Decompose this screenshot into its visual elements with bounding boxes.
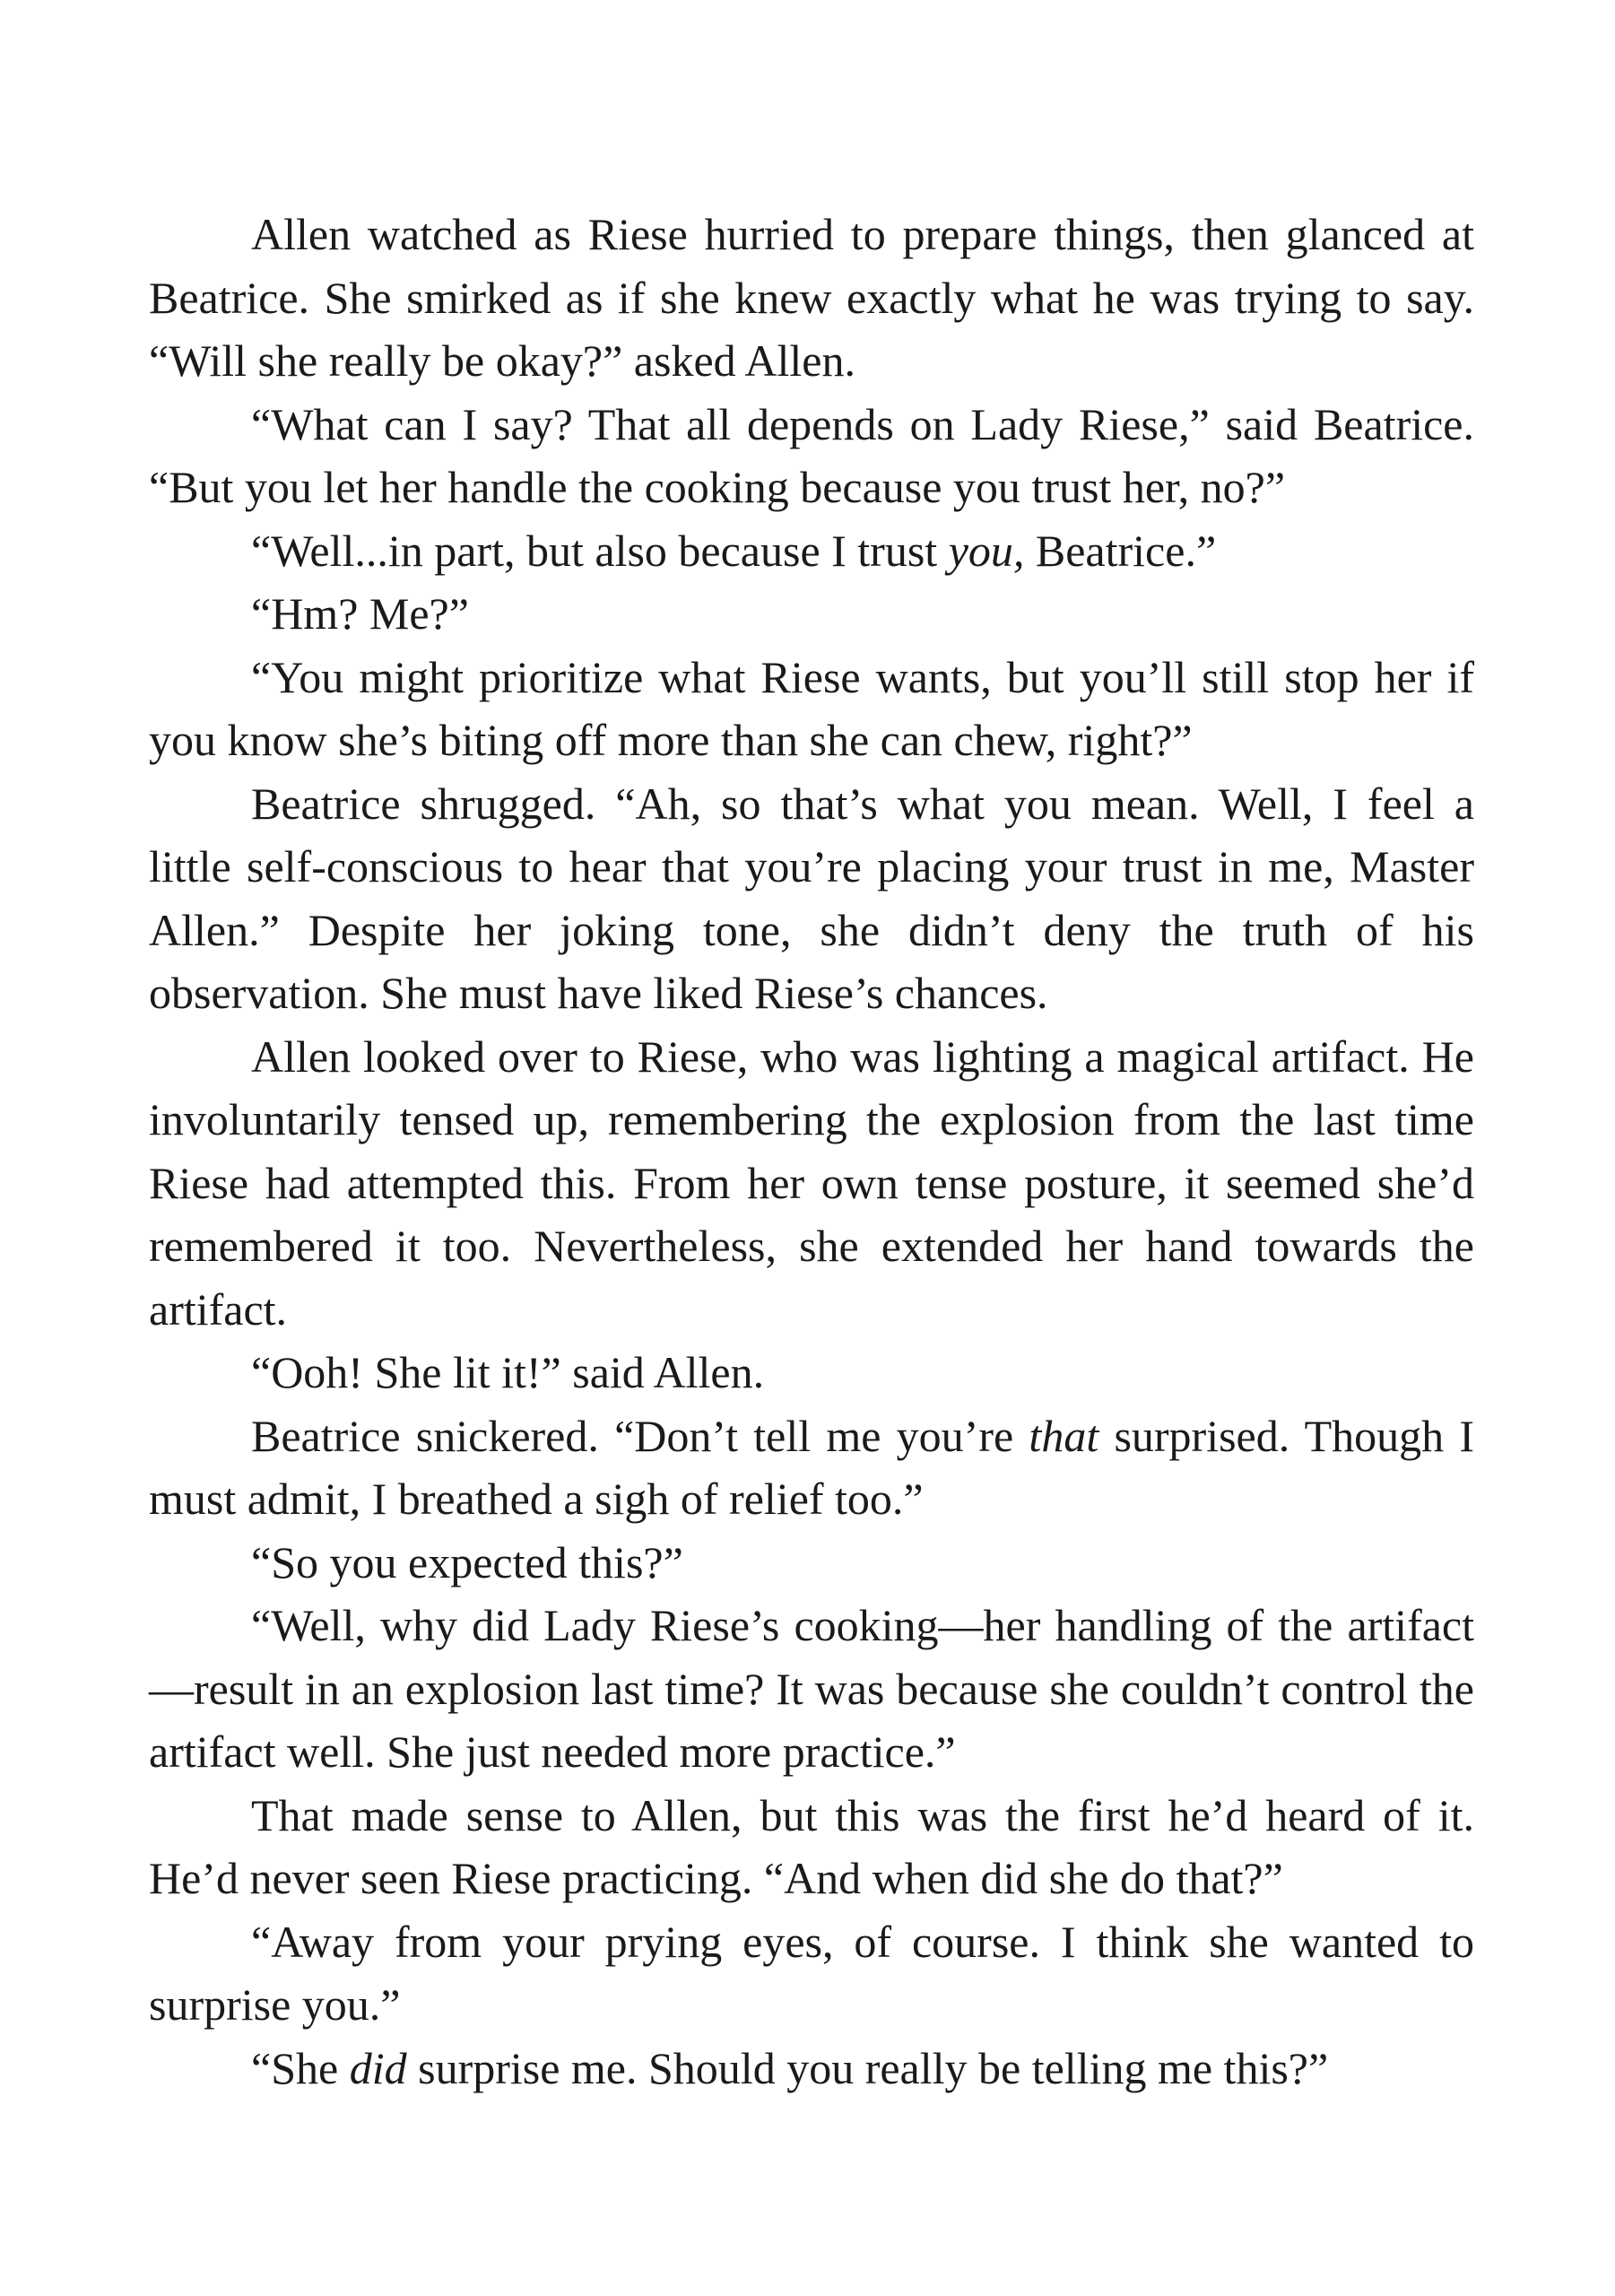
- paragraph: [149, 1594, 1474, 1784]
- paragraph-text: “Hm? Me?”: [251, 588, 469, 639]
- paragraph: [149, 1910, 1474, 2037]
- paragraph: [149, 519, 1474, 583]
- paragraph: [149, 582, 1474, 646]
- paragraph-text: Allen looked over to Riese, who was lighting a magical artifact. He involuntarily tensed up, remembering the explosion from the last time Riese had attempted this. From her own tense posture, it seemed she’d remembered it too. Nevertheless, she extended her hand towards the artifact.: [149, 1031, 1474, 1335]
- paragraph-text: “You might prioritize what Riese wants, but you’ll still stop her if you know she’s biting off more than she can chew, right?”: [149, 651, 1474, 765]
- paragraph-text: “Away from your prying eyes, of course. I think she wanted to surprise you.”: [149, 1916, 1474, 2030]
- paragraph-text: Beatrice.”: [1024, 525, 1217, 576]
- paragraph: [149, 2037, 1474, 2100]
- paragraph: [149, 1341, 1474, 1405]
- emphasis-text: did: [349, 2042, 407, 2093]
- book-page: [149, 203, 1474, 2100]
- emphasis-text: you,: [948, 525, 1025, 576]
- paragraph-text: “She: [251, 2042, 350, 2093]
- paragraph: [149, 646, 1474, 772]
- paragraph: [149, 393, 1474, 519]
- paragraph-text: surprise me. Should you really be telling me this?”: [406, 2042, 1329, 2093]
- paragraph-text: Allen watched as Riese hurried to prepare things, then glanced at Beatrice. She smirked as if she knew exactly what he was trying to say. “Will she really be okay?” asked Allen.: [149, 209, 1474, 386]
- paragraph: [149, 772, 1474, 1025]
- paragraph: [149, 1025, 1474, 1342]
- paragraph-text: That made sense to Allen, but this was the first he’d heard of it. He’d never seen Riese practicing. “And when did she do that?”: [149, 1789, 1474, 1903]
- paragraph-text: “What can I say? That all depends on Lady Riese,” said Beatrice. “But you let her handle the cooking because you trust her, no?”: [149, 398, 1474, 512]
- emphasis-text: that: [1029, 1410, 1099, 1461]
- paragraph-text: “Well, why did Lady Riese’s cooking—her handling of the artifact—result in an explosion last time? It was because she couldn’t control the artifact well. She just needed more practice.”: [149, 1600, 1474, 1777]
- paragraph-text: “Ooh! She lit it!” said Allen.: [251, 1347, 765, 1397]
- paragraph: [149, 1531, 1474, 1595]
- paragraph-text: Beatrice snickered. “Don’t tell me you’re: [251, 1410, 1029, 1461]
- paragraph-text: Beatrice shrugged. “Ah, so that’s what you mean. Well, I feel a little self-conscious to hear that you’re placing your trust in me, Master Allen.” Despite her joking tone, she didn’t deny the truth of his observation. She must have liked Riese’s chances.: [149, 778, 1474, 1018]
- paragraph: [149, 203, 1474, 393]
- paragraph: [149, 1784, 1474, 1910]
- paragraph: [149, 1405, 1474, 1531]
- paragraph-text: “Well...in part, but also because I trust: [251, 525, 949, 576]
- paragraph-text: “So you expected this?”: [251, 1536, 683, 1587]
- paragraph-text: surprised. Though I must admit, I breathed a sigh of relief too.”: [149, 1410, 1475, 1524]
